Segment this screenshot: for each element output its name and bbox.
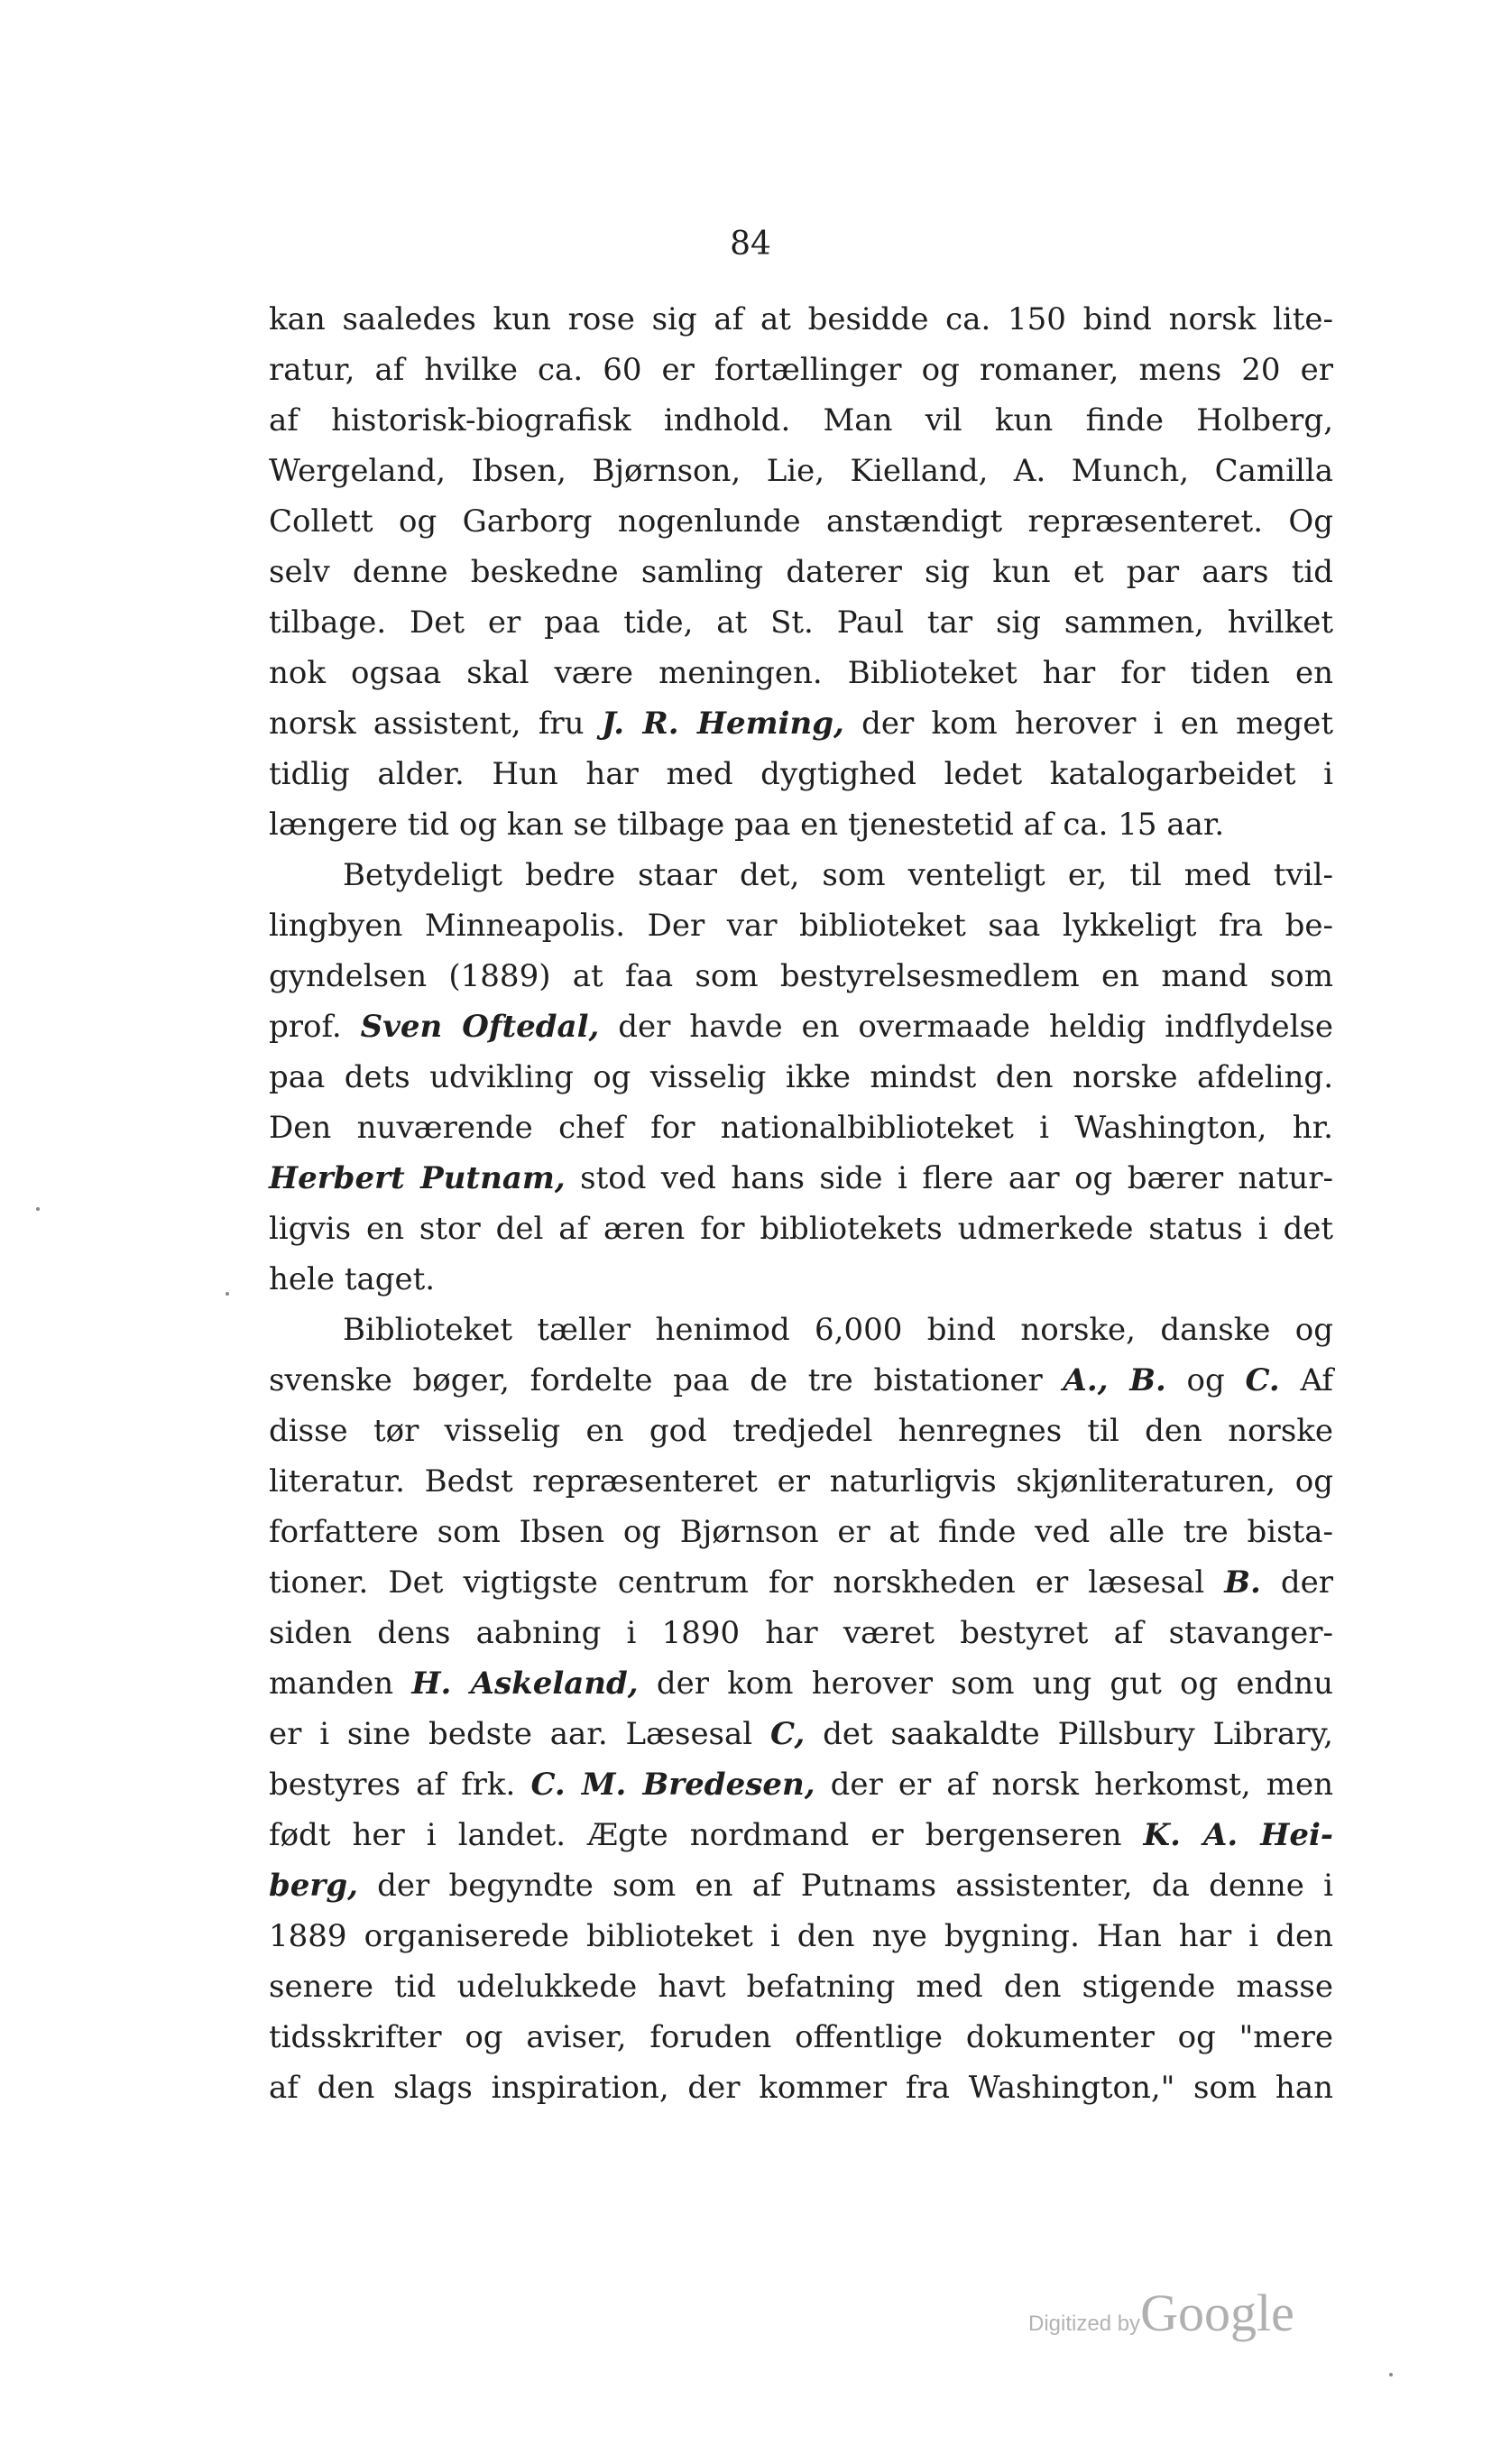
text-line: disse tør visselig en god tredjedel henregnes til den norske <box>269 1413 1333 1449</box>
text-line: gyndelsen (1889) at faa som bestyrelsesmedlem en mand som <box>269 958 1333 994</box>
name-emphasis: H. Askeland, <box>411 1666 639 1702</box>
text-line <box>269 1759 1333 1810</box>
text-line: tidlig alder. Hun har med dygtighed ledet katalogarbeidet i <box>269 756 1333 792</box>
page-number: 84 <box>730 226 771 263</box>
text-line: ratur, af hvilke ca. 60 er fortællinger og romaner, mens 20 er <box>269 352 1333 388</box>
text-line: siden dens aabning i 1890 har været bestyret af stavanger- <box>269 1615 1333 1651</box>
text-line <box>269 1557 1333 1608</box>
text-line: paa dets udvikling og visselig ikke mindst den norske afdeling. <box>269 1059 1333 1095</box>
text-segment: norsk assistent, fru <box>269 706 602 742</box>
text-line: nok ogsaa skal være meningen. Biblioteket har for tiden en <box>269 655 1333 691</box>
text-segment: manden <box>269 1666 412 1702</box>
name-emphasis: berg, <box>269 1868 358 1904</box>
text-line: 1889 organiserede biblioteket i den nye bygning. Han har i den <box>269 1918 1333 1954</box>
text-segment: født her i landet. Ægte nordmand er bergenseren <box>269 1817 1144 1853</box>
text-line <box>269 1001 1333 1052</box>
text-line: af historisk-biografisk indhold. Man vil kun finde Holberg, <box>269 402 1333 438</box>
text-segment: der <box>1260 1564 1333 1601</box>
text-line: længere tid og kan se tilbage paa en tjenestetid af ca. 15 aar. <box>269 807 1225 843</box>
text-line: ligvis en stor del af æren for bibliotekets udmerkede status i det <box>269 1211 1333 1247</box>
text-line: tilbage. Det er paa tide, at St. Paul tar sig sammen, hvilket <box>269 604 1333 641</box>
text-line: af den slags inspiration, der kommer fra Washington," som han <box>269 2070 1333 2106</box>
name-emphasis: B. <box>1224 1564 1261 1601</box>
text-segment: der er af norsk herkomst, men <box>815 1767 1333 1803</box>
text-segment: prof. <box>269 1009 361 1045</box>
text-segment: der kom herover som ung gut og endnu <box>638 1666 1334 1702</box>
text-segment: der begyndte som en af Putnams assistenter, da denne i <box>357 1868 1333 1904</box>
text-line: senere tid udelukkede havt befatning med den stigende masse <box>269 1969 1333 2005</box>
text-line <box>269 1153 1333 1204</box>
google-logo: Google <box>1140 2284 1294 2342</box>
text-line: selv denne beskedne samling daterer sig kun et par aars tid <box>269 554 1333 590</box>
text-line: Betydeligt bedre staar det, som venteligt er, til med tvil- <box>343 857 1333 893</box>
text-line <box>269 1658 1333 1709</box>
text-line: Biblioteket tæller henimod 6,000 bind norske, danske og <box>343 1312 1333 1348</box>
scan-speck <box>226 1292 229 1296</box>
text-segment: svenske bøger, fordelte paa de tre bistationer <box>269 1362 1064 1398</box>
text-line <box>269 1860 1333 1911</box>
text-line: Collett og Garborg nogenlunde anstændigt repræsenteret. Og <box>269 503 1333 540</box>
text-line: hele taget. <box>269 1261 436 1297</box>
digitized-watermark <box>1028 2283 1353 2346</box>
body-text <box>269 294 1333 2113</box>
text-line <box>269 1810 1333 1860</box>
scan-speck <box>1389 2373 1393 2376</box>
text-segment: stod ved hans side i flere aar og bærer natur- <box>565 1160 1333 1196</box>
text-segment: tioner. Det vigtigste centrum for norskheden er læsesal <box>269 1564 1225 1601</box>
name-emphasis: C. <box>1245 1362 1280 1398</box>
text-segment: og <box>1165 1362 1246 1398</box>
text-line: kan saaledes kun rose sig af at besidde ca. 150 bind norsk lite- <box>269 301 1333 337</box>
name-emphasis: K. A. Hei- <box>1143 1817 1334 1853</box>
text-line: Wergeland, Ibsen, Bjørnson, Lie, Kielland, A. Munch, Camilla <box>269 453 1333 489</box>
text-segment: der havde en overmaade heldig indflydelse <box>599 1009 1334 1045</box>
text-segment: er i sine bedste aar. Læsesal <box>269 1716 770 1752</box>
scan-speck <box>36 1207 40 1211</box>
name-emphasis: C. M. Bredesen, <box>530 1767 815 1803</box>
watermark-prefix: Digitized by <box>1028 2312 1141 2336</box>
text-line: Den nuværende chef for nationalbiblioteket i Washington, hr. <box>269 1110 1333 1146</box>
name-emphasis: Herbert Putnam, <box>269 1160 566 1196</box>
name-emphasis: Sven Oftedal, <box>360 1009 600 1045</box>
name-emphasis: C, <box>769 1716 806 1752</box>
text-line <box>269 1709 1333 1759</box>
text-line: lingbyen Minneapolis. Der var biblioteket saa lykkeligt fra be- <box>269 908 1333 944</box>
text-line: tidsskrifter og aviser, foruden offentlige dokumenter og "mere <box>269 2019 1333 2055</box>
text-segment: der kom herover i en meget <box>843 706 1333 742</box>
name-emphasis: J. R. Heming, <box>601 706 844 742</box>
name-emphasis: A., B. <box>1063 1362 1166 1398</box>
text-line: literatur. Bedst repræsenteret er naturligvis skjønliteraturen, og <box>269 1463 1333 1500</box>
text-segment: det saakaldte Pillsbury Library, <box>805 1716 1333 1752</box>
text-line: forfattere som Ibsen og Bjørnson er at finde ved alle tre bista- <box>269 1514 1333 1550</box>
text-segment: bestyres af frk. <box>269 1767 531 1803</box>
text-line <box>269 1355 1333 1406</box>
text-line <box>269 698 1333 749</box>
text-segment: Af <box>1279 1362 1333 1398</box>
